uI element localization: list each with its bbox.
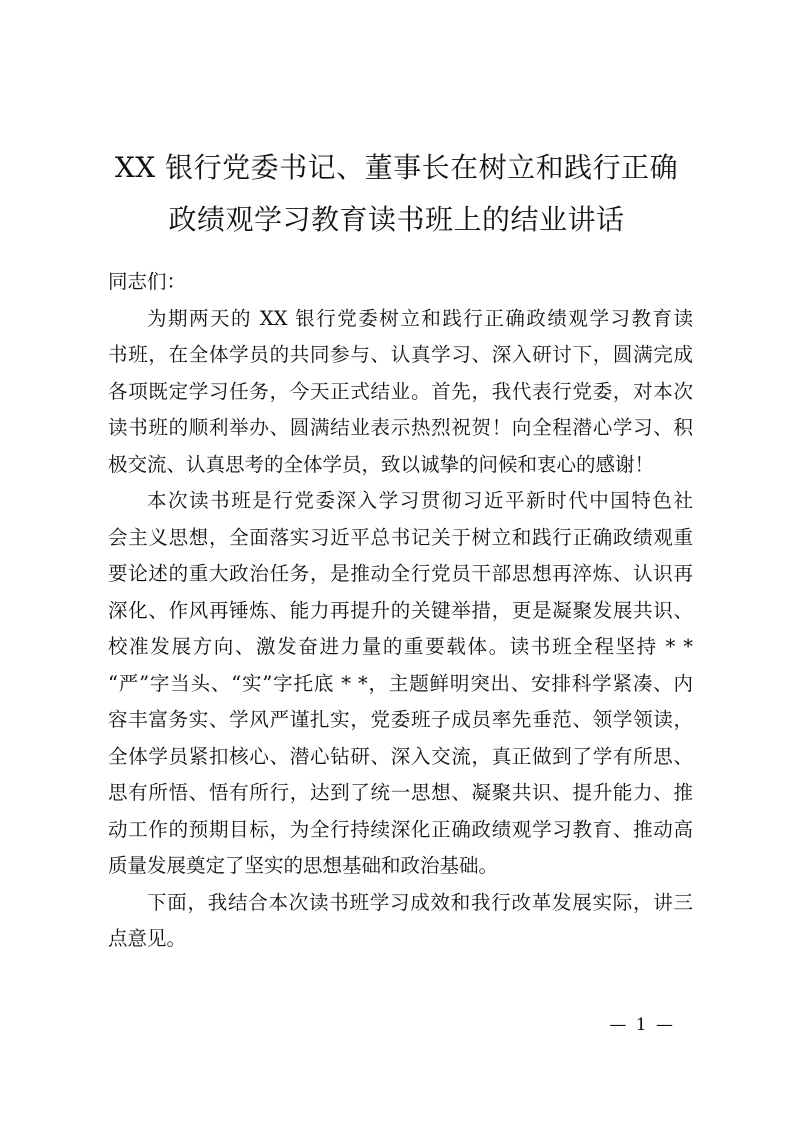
paragraph-line: 容丰富务实、学风严谨扎实，党委班子成员率先垂范、领学领读， [108,708,693,731]
salutation: 同志们： [108,270,187,293]
paragraph-line: 为期两天的 XX 银行党委树立和践行正确政绩观学习教育读 [147,306,693,330]
paragraph-line: 全体学员紧扣核心、潜心钻研、深入交流，真正做到了学有所思、 [108,744,693,768]
title-line-2: 政绩观学习教育读书班上的结业讲话 [168,203,625,236]
paragraph-line: 各项既定学习任务，今天正式结业。首先，我代表行党委，对本次 [108,379,693,403]
paragraph-1 [108,301,693,484]
paragraph-line: 深化、作风再锤炼、能力再提升的关键举措，更是凝聚发展共识、 [108,598,693,622]
page-number: — 1 — [609,1015,675,1035]
title-line-1: XX 银行党委书记、董事长在树立和践行正确 [114,151,679,184]
paragraph-line: 校准发展方向、激发奋进力量的重要载体。读书班全程坚持 * * [108,635,693,658]
paragraph-line: 会主义思想，全面落实习近平总书记关于树立和践行正确政绩观重 [108,525,693,549]
paragraph-line: 要论述的重大政治任务，是推动全行党员干部思想再淬炼、认识再 [108,562,693,585]
paragraph-line: 思有所悟、悟有所行，达到了统一思想、凝聚共识、提升能力、推 [108,781,693,804]
paragraph-line: 书班，在全体学员的共同参与、认真学习、深入研讨下，圆满完成 [108,343,693,366]
paragraph-line: 点意见。 [108,927,187,950]
paragraph-line: 动工作的预期目标，为全行持续深化正确政绩观学习教育、推动高 [108,817,693,841]
paragraph-line: “严”字当头、“实”字托底 * *，主题鲜明突出、安排科学紧凑、内 [108,671,693,695]
paragraph-3 [108,885,693,958]
paragraph-line: 本次读书班是行党委深入学习贯彻习近平新时代中国特色社 [147,489,693,512]
paragraph-line: 下面，我结合本次读书班学习成效和我行改革发展实际，讲三 [147,890,693,914]
paragraph-line: 质量发展奠定了坚实的思想基础和政治基础。 [108,854,499,877]
document-body [108,264,693,958]
paragraph-line: 极交流、认真思考的全体学员，致以诚挚的问候和衷心的感谢！ [108,452,655,476]
document-title [100,142,693,246]
paragraph-2 [108,483,693,885]
paragraph-line: 读书班的顺利举办、圆满结业表示热烈祝贺！向全程潜心学习、积 [108,416,693,439]
